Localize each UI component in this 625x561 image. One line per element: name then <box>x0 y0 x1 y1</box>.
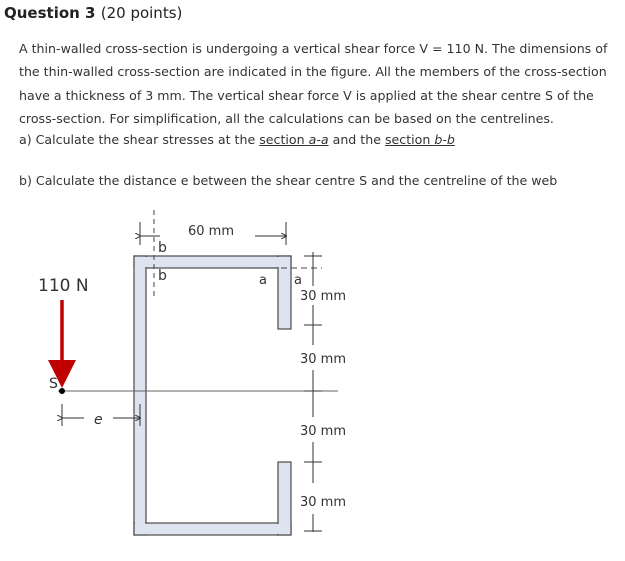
part-a-text: a) Calculate the shear stresses at the section a-a and the section b-b <box>19 132 455 147</box>
question-points: (20 points) <box>100 4 183 22</box>
dim-label-2: 30 mm <box>300 352 347 367</box>
width-label: 60 mm <box>188 224 235 239</box>
dim-label-3: 30 mm <box>300 424 347 439</box>
dim-label-4: 30 mm <box>300 495 347 510</box>
part-b-text: b) Calculate the distance e between the shear centre S and the centreline of the web <box>19 173 558 188</box>
force-label: 110 N <box>38 276 89 296</box>
section-b-link[interactable]: section b-b <box>384 132 455 147</box>
channel-section <box>134 256 291 535</box>
section-a-link[interactable]: section a-a <box>259 132 329 147</box>
section-a-label-left: a <box>259 273 267 288</box>
e-label: e <box>94 412 103 428</box>
question-number: Question 3 <box>4 4 96 22</box>
shear-centre-point <box>59 388 65 394</box>
section-a-label-right: a <box>294 273 302 288</box>
shear-centre-label: S <box>49 376 58 392</box>
section-b-label-bottom: b <box>158 268 167 284</box>
problem-statement: A thin-walled cross-section is undergoing a vertical shear force V = 110 N. The dimensions of the thin-walled cross-section are indicated in the figure. All the members of the cross-section have a thickness of 3 mm. The vertical shear force V is applied at the shear centre S of the cross-section. For simplification, all the calculations can be based on the centrelines. <box>19 41 608 127</box>
section-b-label-top: b <box>158 240 167 256</box>
dim-label-1: 30 mm <box>300 289 347 304</box>
